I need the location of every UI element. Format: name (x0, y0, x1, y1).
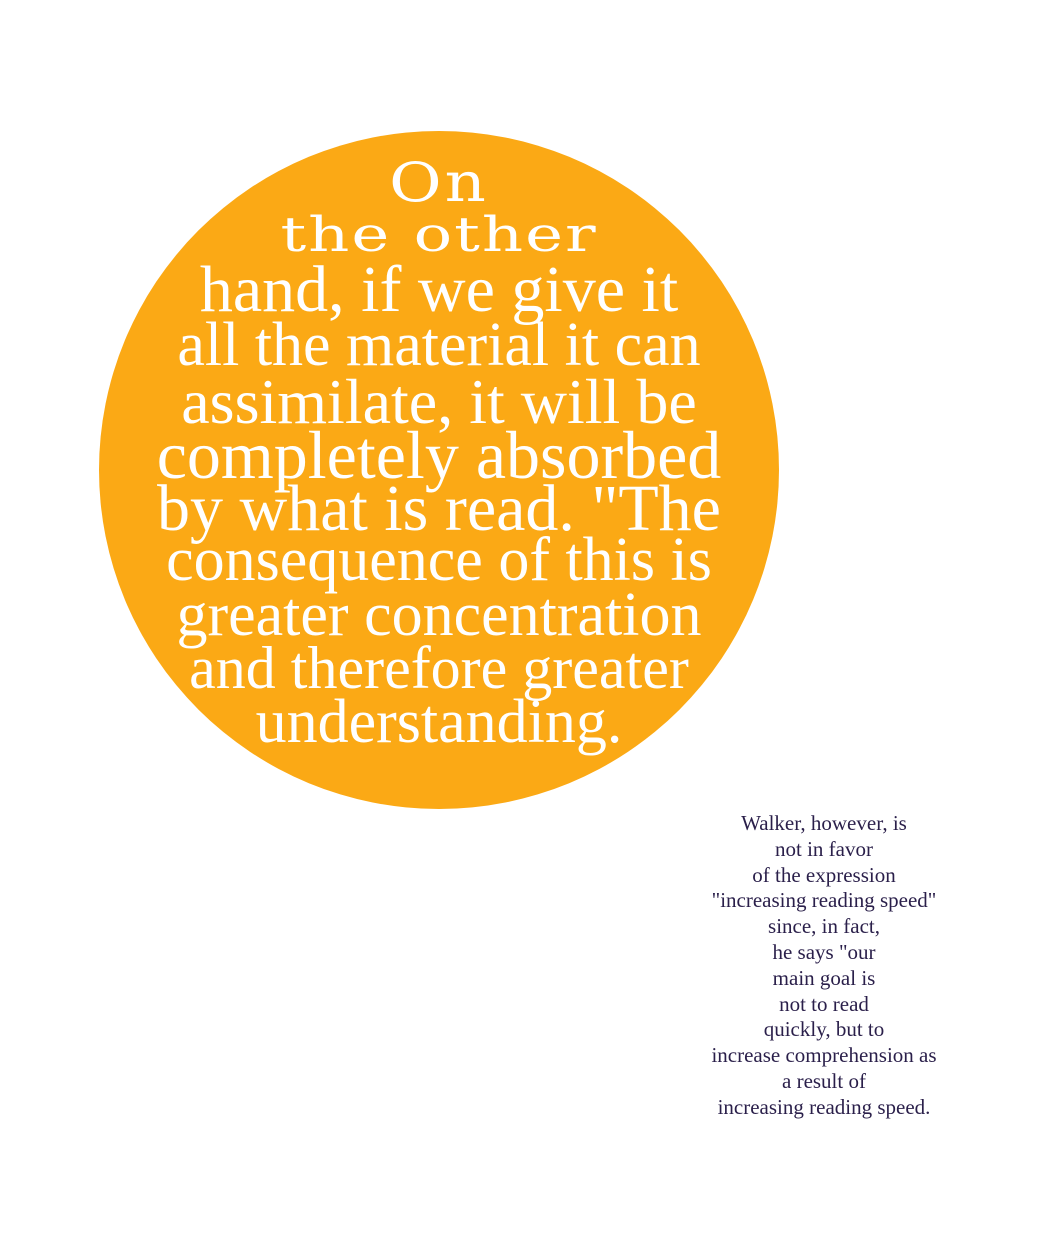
quote-line: completely absorbed (156, 417, 722, 493)
side-line: a result of (782, 1068, 866, 1093)
side-line: of the expression (752, 862, 896, 887)
side-line: main goal is (772, 965, 876, 990)
side-line: not to read (779, 991, 869, 1016)
side-line: "increasing reading speed" (711, 888, 937, 913)
quote-line: consequence of this is (166, 526, 712, 594)
quote-line: On (389, 151, 489, 215)
quote-line: understanding. (255, 688, 623, 756)
side-line: Walker, however, is (741, 811, 907, 835)
side-line: not in favor (775, 836, 873, 861)
quote-line: greater concentration (176, 581, 702, 649)
quote-line: hand, if we give it (199, 253, 679, 326)
quote-line: all the material it can (177, 311, 701, 379)
quote-line: and therefore greater (189, 635, 689, 701)
side-line: he says "our (772, 939, 876, 964)
quote-line: by what is read. "The (157, 472, 721, 545)
quote-line: assimilate, it will be (181, 366, 697, 437)
side-line: increase comprehension as (711, 1043, 937, 1068)
side-line: since, in fact, (768, 914, 880, 939)
quote-line: the other (280, 207, 598, 263)
side-paragraph (684, 811, 964, 1121)
side-line: quickly, but to (763, 1017, 885, 1042)
side-line: increasing reading speed. (717, 1094, 931, 1119)
